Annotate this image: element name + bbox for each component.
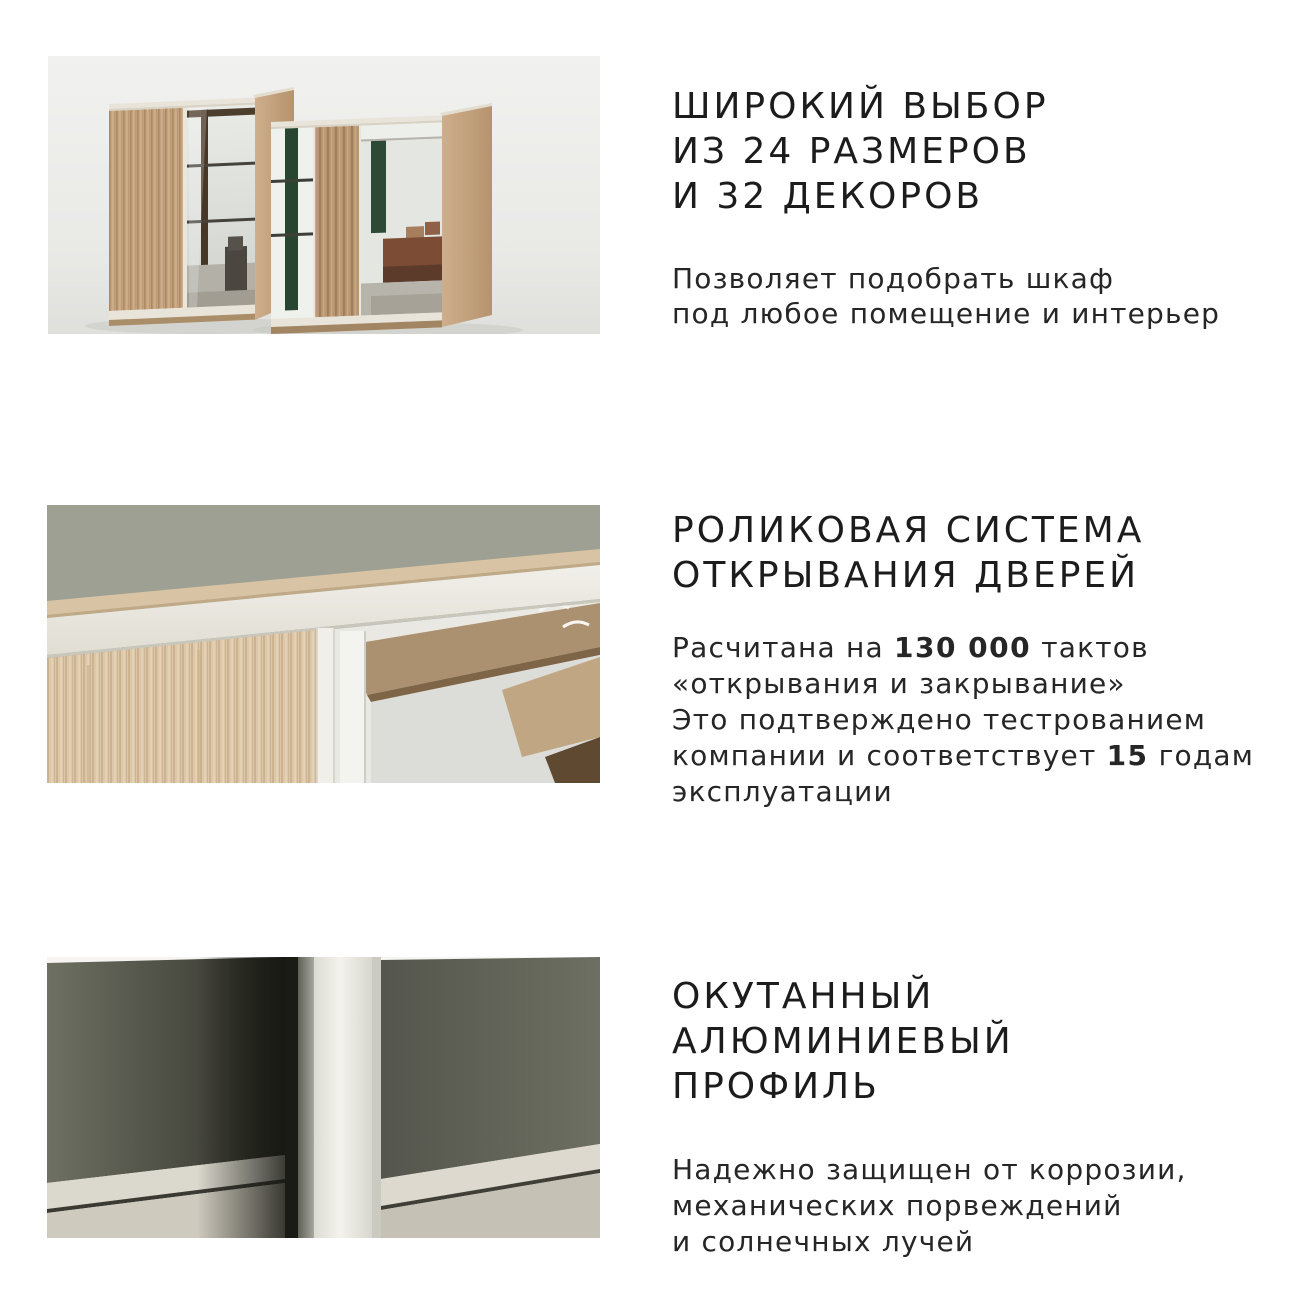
heading-line: И 32 ДЕКОРОВ [672,176,984,217]
section-body [672,630,1254,810]
section-heading [672,508,1144,598]
body-text-segment: «открывания и закрывание» [672,667,1126,700]
heading-line: ШИРОКИЙ ВЫБОР [672,86,1049,127]
body-text-segment: компании и соответствует [672,739,1107,772]
body-line: под любое помещение и интерьер [672,297,1221,330]
wardrobes-illustration [48,56,600,334]
body-text-segment: тактов [1031,631,1149,664]
section-heading [672,84,1049,219]
heading-line: АЛЮМИНИЕВЫЙ [672,1021,1014,1062]
body-line: Надежно защищен от коррозии, [672,1153,1187,1186]
body-line [672,774,1254,810]
heading-line: РОЛИКОВАЯ СИСТЕМА [672,510,1145,551]
body-text-segment: эксплуатации [672,775,893,808]
body-line: механических порвеждений [672,1189,1123,1222]
heading-line: ОКУТАННЫЙ [672,976,935,1017]
aluminium-profile-illustration [47,957,600,1238]
body-line: Позволяет подобрать шкаф [672,262,1115,295]
heading-line: ПРОФИЛЬ [672,1066,880,1107]
body-line: и солнечных лучей [672,1225,975,1258]
highlight-number: 15 [1106,739,1149,772]
section-heading [672,974,1014,1109]
wardrobes-photo [48,56,600,334]
body-line [672,738,1254,774]
body-line [672,630,1254,666]
body-line [672,702,1254,738]
body-text-segment: годам [1148,739,1255,772]
section-body [672,1152,1187,1260]
roller-system-photo [47,505,600,783]
highlight-number: 130 000 [893,631,1032,664]
roller-rail-illustration [47,505,600,783]
aluminium-profile-photo [47,957,600,1238]
body-line [672,666,1254,702]
body-text-segment: Расчитана на [672,631,894,664]
section-body [672,261,1220,331]
heading-line: ОТКРЫВАНИЯ ДВЕРЕЙ [672,555,1140,596]
body-text-segment: Это подтверждено тестрованием [672,703,1207,736]
heading-line: ИЗ 24 РАЗМЕРОВ [672,131,1031,172]
